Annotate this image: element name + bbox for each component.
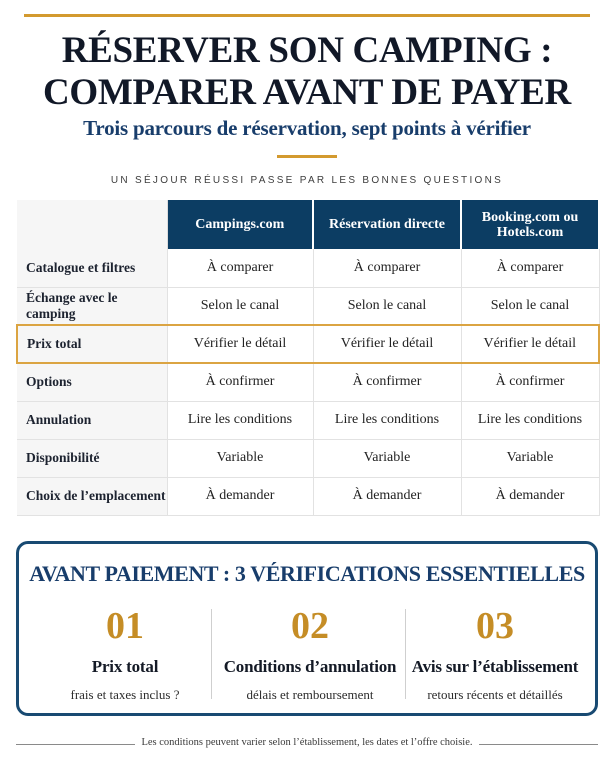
table-cell: Variable — [461, 439, 599, 477]
row-label: Échange avec le camping — [17, 287, 167, 325]
row-label: Options — [17, 363, 167, 401]
table-cell: Vérifier le détail — [461, 325, 599, 363]
table-cell: À confirmer — [167, 363, 313, 401]
check-detail: frais et taxes inclus ? — [70, 687, 180, 702]
check-number: 03 — [476, 605, 514, 647]
check-label: Prix total — [91, 657, 159, 676]
table-header-row — [17, 200, 599, 249]
row-label: Catalogue et filtres — [17, 249, 167, 287]
table-cell: À comparer — [167, 249, 313, 287]
table-cell: À demander — [313, 477, 461, 515]
column-header: Campings.com — [167, 200, 313, 249]
table-cell: À confirmer — [461, 363, 599, 401]
table-row-highlighted — [17, 325, 599, 363]
check-number: 02 — [291, 605, 329, 647]
footer-note — [0, 737, 614, 748]
row-label: Prix total — [17, 325, 167, 363]
check-detail: retours récents et détaillés — [427, 687, 563, 702]
table-cell: Selon le canal — [461, 287, 599, 325]
top-rule — [24, 14, 590, 17]
column-header: Réservation directe — [313, 200, 461, 249]
page-title — [0, 30, 614, 114]
table-cell: Lire les conditions — [461, 401, 599, 439]
table-cell: Vérifier le détail — [313, 325, 461, 363]
table-cell: À comparer — [313, 249, 461, 287]
table-cell: À demander — [167, 477, 313, 515]
table-cell: Lire les conditions — [313, 401, 461, 439]
row-label: Disponibilité — [17, 439, 167, 477]
table-cell: Lire les conditions — [167, 401, 313, 439]
check-item — [31, 604, 219, 703]
table-cell: À confirmer — [313, 363, 461, 401]
footer-text: Les conditions peuvent varier selon l’établissement, les dates et l’offre choisie. — [135, 737, 478, 748]
row-label: Choix de l’emplacement — [17, 477, 167, 515]
tagline: UN SÉJOUR RÉUSSI PASSE PAR LES BONNES QUESTIONS — [110, 175, 504, 186]
table-cell: À comparer — [461, 249, 599, 287]
table-cell: Selon le canal — [167, 287, 313, 325]
check-item — [401, 604, 589, 703]
table-row — [17, 477, 599, 515]
title-line-2: COMPARER AVANT DE PAYER — [43, 72, 571, 113]
table-cell: Variable — [313, 439, 461, 477]
row-label: Annulation — [17, 401, 167, 439]
check-number: 01 — [106, 605, 144, 647]
table-row — [17, 363, 599, 401]
table-cell: Variable — [167, 439, 313, 477]
column-header: Booking.com ou Hotels.com — [461, 200, 599, 249]
comparison-table — [16, 200, 600, 516]
divider — [211, 609, 212, 699]
page-subtitle: Trois parcours de réservation, sept points à vérifier — [83, 116, 531, 140]
table-row — [17, 439, 599, 477]
table-corner-cell — [17, 200, 167, 249]
checks-title: AVANT PAIEMENT : 3 VÉRIFICATIONS ESSENTIELLES — [29, 561, 585, 586]
checks-panel — [16, 541, 598, 716]
check-item — [216, 604, 404, 703]
title-line-1: RÉSERVER SON CAMPING : — [61, 30, 553, 71]
check-detail: délais et remboursement — [246, 687, 374, 702]
table-cell: Selon le canal — [313, 287, 461, 325]
divider — [277, 155, 337, 158]
table-cell: À demander — [461, 477, 599, 515]
check-label: Avis sur l’établissement — [411, 657, 579, 676]
table-row — [17, 249, 599, 287]
table-row — [17, 401, 599, 439]
table-cell: Vérifier le détail — [167, 325, 313, 363]
table-row — [17, 287, 599, 325]
check-label: Conditions d’annulation — [223, 657, 397, 676]
